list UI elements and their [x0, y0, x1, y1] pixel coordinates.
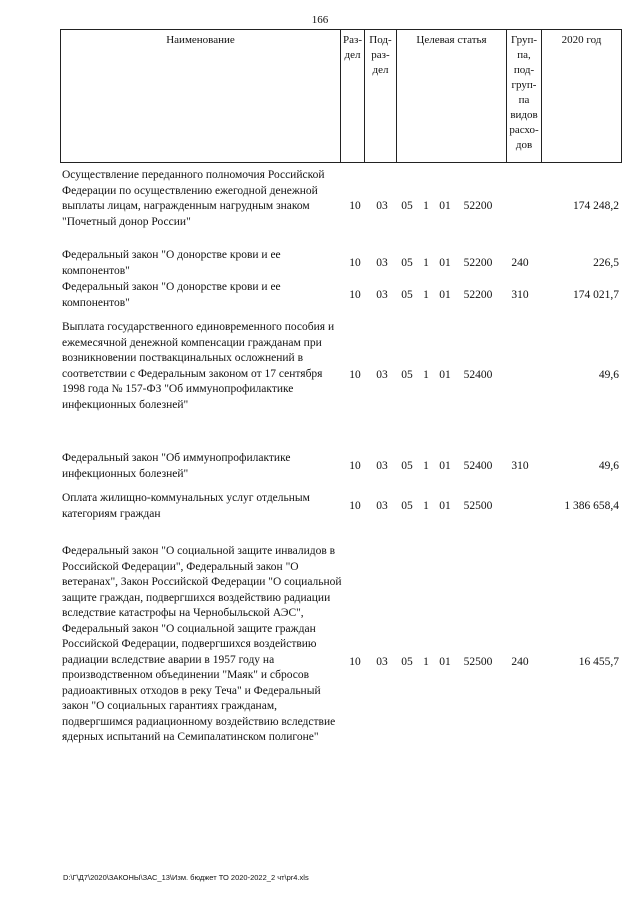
- file-path-footer: D:\Г\Д7\2020\ЗАКОНЫ\ЗАС_13\Изм. бюджет ТО 2020-2022_2 чт\pr4.xls: [63, 873, 309, 882]
- row-target-event: 01: [439, 656, 451, 668]
- header-name: Наименование: [61, 30, 341, 163]
- row-sum: 16 455,7: [578, 656, 619, 668]
- header-year: 2020 год: [542, 30, 622, 163]
- row-razdel: 10: [349, 257, 361, 269]
- row-target-program: 05: [401, 200, 413, 212]
- table-header: [60, 29, 622, 163]
- row-sum: 226,5: [593, 257, 619, 269]
- header-vid: Груп- па, под- груп- па видов расхо- дов: [507, 30, 542, 163]
- row-name: Федеральный закон "О донорстве крови и ее компонентов": [62, 281, 281, 309]
- row-razdel: 10: [349, 369, 361, 381]
- row-vid: 240: [511, 257, 529, 269]
- row-target-subprogram: 1: [423, 656, 429, 668]
- row-target-subprogram: 1: [423, 200, 429, 212]
- row-sum: 174 248,2: [573, 200, 619, 212]
- row-target-event: 01: [439, 369, 451, 381]
- row-target-event: 01: [439, 200, 451, 212]
- header-razdel: Раз- дел: [341, 30, 365, 163]
- row-podrazdel: 03: [376, 460, 388, 472]
- row-target-program: 05: [401, 289, 413, 301]
- row-podrazdel: 03: [376, 369, 388, 381]
- header-target: Целевая статья: [397, 30, 507, 163]
- row-target-program: 05: [401, 460, 413, 472]
- row-target-direction: 52200: [463, 257, 493, 269]
- header-podrazdel: Под- раз- дел: [365, 30, 397, 163]
- row-name: Федеральный закон "Об иммунопрофилактике инфекционных болезней": [62, 452, 291, 480]
- row-name: Федеральный закон "О социальной защите инвалидов в Российской Федерации", Федеральный закон "О ветеранах", Закон Российской Федерации "О социальной защите граждан, подвергшихся воздействию радиации вследствие катастрофы на Чернобыльской АЭС", Федеральный закон "О социальной защите граждан Российской Федерации, подвергшихся воздействию радиации вследствие аварии в 1957 году на производственном объединении "Маяк" и сбросов радиоактивных отходов в реку Теча" и Федеральный закон "О социальных гарантиях гражданам, подвергшимся радиационному воздействию вследствие ядерных испытаний на Семипалатинском полигоне": [62, 545, 342, 743]
- row-target-program: 05: [401, 500, 413, 512]
- row-target-subprogram: 1: [423, 289, 429, 301]
- row-podrazdel: 03: [376, 656, 388, 668]
- row-target-event: 01: [439, 460, 451, 472]
- row-target-direction: 52200: [463, 200, 493, 212]
- row-target-program: 05: [401, 257, 413, 269]
- row-razdel: 10: [349, 500, 361, 512]
- row-name: Осуществление переданного полномочия Российской Федерации по осуществлению ежегодной денежной выплаты лицам, награжденным нагрудным знаком "Почетный донор России": [62, 169, 325, 228]
- row-razdel: 10: [349, 656, 361, 668]
- row-target-direction: 52500: [463, 500, 493, 512]
- row-target-direction: 52200: [463, 289, 493, 301]
- row-target-program: 05: [401, 656, 413, 668]
- row-vid: 310: [511, 289, 529, 301]
- row-target-direction: 52400: [463, 369, 493, 381]
- row-vid: 310: [511, 460, 529, 472]
- row-target-subprogram: 1: [423, 460, 429, 472]
- row-podrazdel: 03: [376, 500, 388, 512]
- row-target-event: 01: [439, 257, 451, 269]
- row-sum: 49,6: [598, 369, 619, 381]
- row-podrazdel: 03: [376, 200, 388, 212]
- row-razdel: 10: [349, 460, 361, 472]
- row-target-direction: 52500: [463, 656, 493, 668]
- row-target-subprogram: 1: [423, 369, 429, 381]
- row-sum: 174 021,7: [573, 289, 619, 301]
- row-target-subprogram: 1: [423, 257, 429, 269]
- row-podrazdel: 03: [376, 257, 388, 269]
- row-razdel: 10: [349, 200, 361, 212]
- row-vid: 240: [511, 656, 529, 668]
- row-target-program: 05: [401, 369, 413, 381]
- row-podrazdel: 03: [376, 289, 388, 301]
- row-target-direction: 52400: [463, 460, 493, 472]
- row-razdel: 10: [349, 289, 361, 301]
- row-name: Федеральный закон "О донорстве крови и ее компонентов": [62, 249, 281, 277]
- row-name: Оплата жилищно-коммунальных услуг отдельным категориям граждан: [62, 492, 310, 520]
- row-sum: 49,6: [598, 460, 619, 472]
- row-target-subprogram: 1: [423, 500, 429, 512]
- row-target-event: 01: [439, 500, 451, 512]
- page-number: 166: [311, 14, 329, 26]
- row-name: Выплата государственного единовременного пособия и ежемесячной денежной компенсации гражданам при возникновении поствакцинальных осложнений в соответствии с Федеральным законом от 17 сентября 1998 года № 157-ФЗ "Об иммунопрофилактике инфекционных болезней": [62, 321, 335, 411]
- row-target-event: 01: [439, 289, 451, 301]
- row-sum: 1 386 658,4: [564, 500, 619, 512]
